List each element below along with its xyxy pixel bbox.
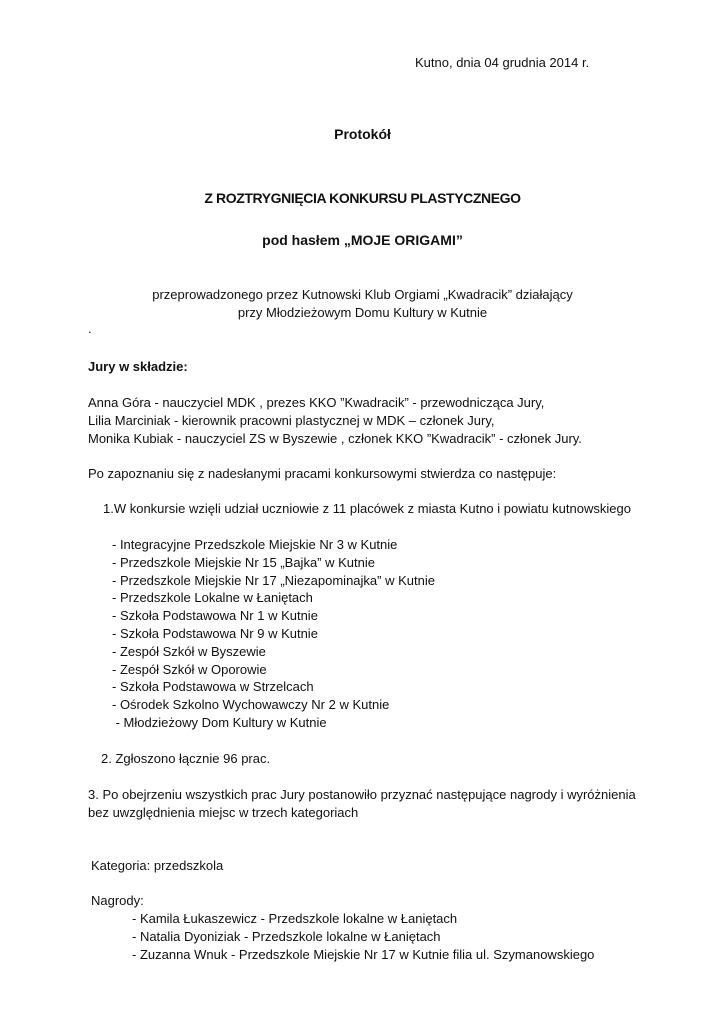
statement: Po zapoznaniu się z nadesłanymi pracami konkursowymi stwierdza co następuje: [88,466,557,481]
awards-heading: Nagrody: [91,893,144,908]
place-date: Kutno, dnia 04 grudnia 2014 r. [415,55,590,70]
list-item: - Ośrodek Szkolno Wychowawczy Nr 2 w Kutnie [112,697,390,713]
point-1: 1.W konkursie wzięli udział uczniowie z 11 placówek z miasta Kutno i powiatu kutnowskiego [103,501,631,516]
organizer-line-2: przy Młodzieżowym Domu Kultury w Kutnie [237,305,488,320]
list-item: - Zuzanna Wnuk - Przedszkole Miejskie Nr 17 w Kutnie filia ul. Szymanowskiego [132,946,595,962]
list-item: - Szkoła Podstawowa w Strzelcach [112,679,314,695]
institution-list [112,536,435,732]
list-item: - Przedszkole Miejskie Nr 17 „Niezapominajka” w Kutnie [112,572,435,588]
awards-list [132,910,594,963]
stray-dot: . [88,321,92,336]
document-title: Protokół [334,126,391,142]
category-label: Kategoria: przedszkola [91,858,224,873]
point-3-line-2: bez uwzględnienia miejsc w trzech kategoriach [88,805,359,820]
list-item: - Przedszkole Lokalne w Łaniętach [112,590,313,606]
point-3-line-1: 3. Po obejrzeniu wszystkich prac Jury postanowiło przyznać następujące nagrody i wyróżnienia [88,787,636,802]
list-item: - Integracyjne Przedszkole Miejskie Nr 3 w Kutnie [112,537,398,552]
document-subtitle: Z ROZTRYGNIĘCIA KONKURSU PLASTYCZNEGO [204,190,521,206]
jury-member: Lilia Marciniak - kierownik pracowni plastycznej w MDK – członek Jury, [88,413,495,428]
list-item: - Szkoła Podstawowa Nr 9 w Kutnie [112,625,318,641]
contest-motto: pod hasłem „MOJE ORIGAMI” [262,232,463,248]
list-item: - Młodzieżowy Dom Kultury w Kutnie [112,714,327,730]
jury-member: Monika Kubiak - nauczyciel ZS w Byszewie , członek KKO ”Kwadracik” - członek Jury. [88,431,582,446]
jury-member: Anna Góra - nauczyciel MDK , prezes KKO ”Kwadracik” - przewodnicząca Jury, [88,395,545,410]
list-item: - Kamila Łukaszewicz - Przedszkole lokalne w Łaniętach [132,911,458,926]
organizer-line-1: przeprowadzonego przez Kutnowski Klub Orgiami „Kwadracik” działający [152,287,573,302]
list-item: - Szkoła Podstawowa Nr 1 w Kutnie [112,608,318,624]
list-item: - Natalia Dyoniziak - Przedszkole lokalne w Łaniętach [132,928,441,944]
jury-heading: Jury w składzie: [88,359,188,374]
point-2: 2. Zgłoszono łącznie 96 prac. [101,751,271,766]
list-item: - Przedszkole Miejskie Nr 15 „Bajka” w Kutnie [112,554,375,570]
list-item: - Zespół Szkół w Byszewie [112,643,266,659]
list-item: - Zespół Szkół w Oporowie [112,661,267,677]
